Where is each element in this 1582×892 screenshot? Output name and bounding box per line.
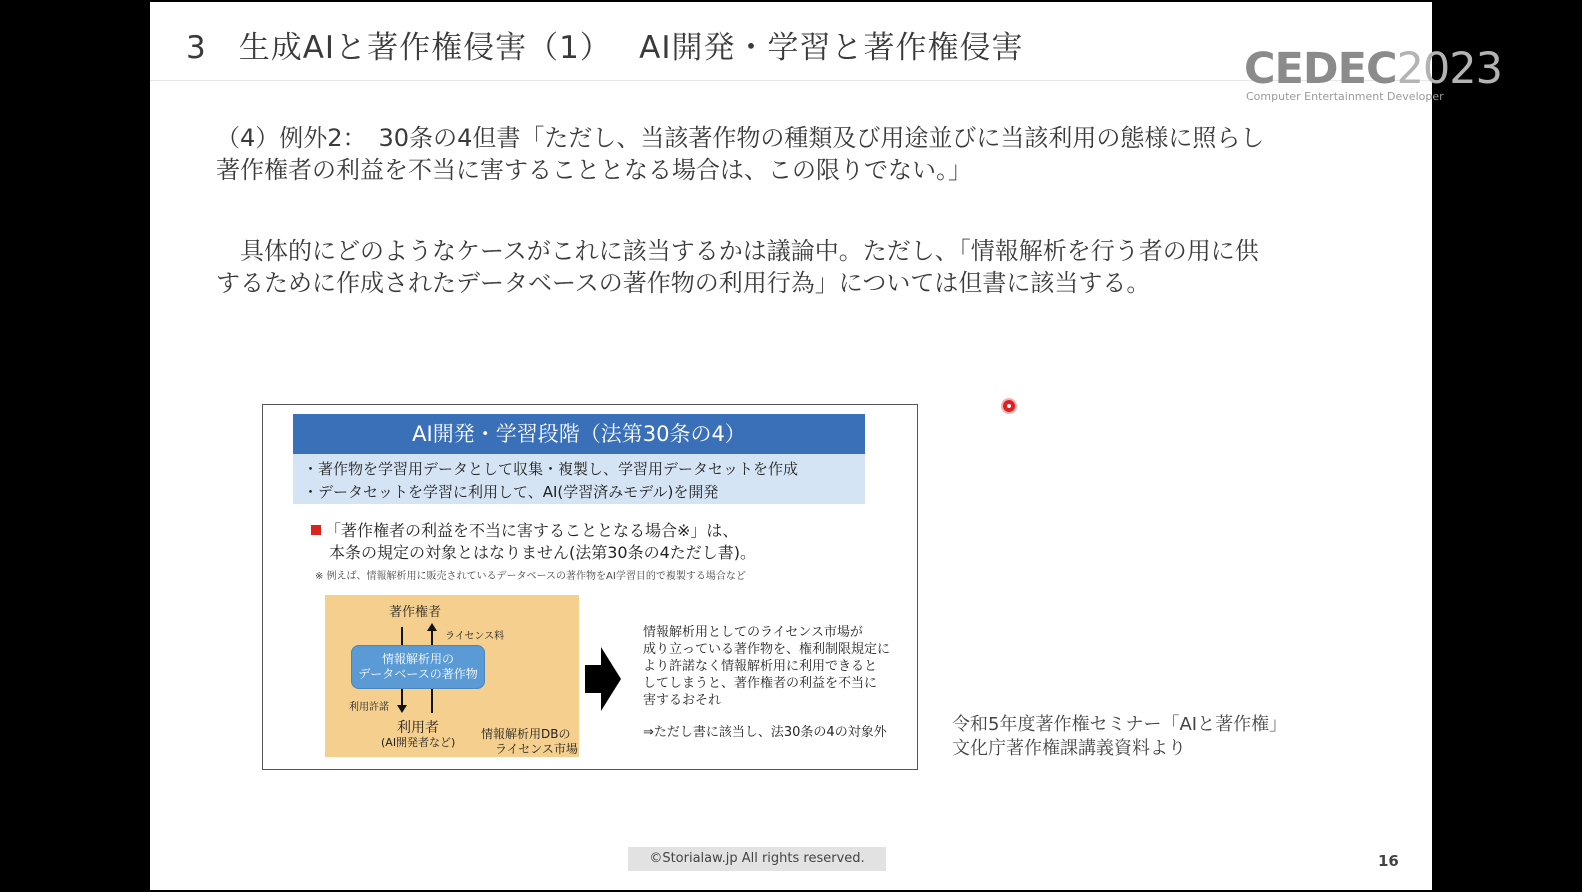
figure-note-line: 「著作権者の利益を不当に害することとなる場合※」は、 [325,521,739,540]
paragraph-line: 著作権者の利益を不当に害することとなる場合は、この限りでない。」 [216,156,972,184]
copyright-footer: ©Storialaw.jp All rights reserved. [628,847,886,871]
source-citation-line: 文化庁著作権課講義資料より [952,738,1186,759]
slide [150,2,1502,890]
explanation-line: より許諾なく情報解析用に利用できると [643,659,878,674]
figure-bullet: ・著作物を学習用データとして収集・複製し、学習用データセットを作成 [303,460,799,478]
figure-footnote: ※ 例えば、情報解析用に販売されているデータベースの著作物をAI学習目的で複製する場合など [315,571,746,582]
paragraph-discussion [216,235,1259,299]
laser-pointer-center [1007,404,1011,408]
source-citation-line: 令和5年度著作権セミナー「AIと著作権」 [952,714,1288,735]
logo-year: 2023 [1396,44,1502,94]
laser-pointer-icon [1003,400,1015,412]
logo-subtitle: Computer Entertainment Developer [1246,90,1444,103]
ai-development-figure [262,404,918,770]
conclusion-line: ⇒ただし書に該当し、法30条の4の対象外 [643,725,887,740]
explanation-line: 情報解析用としてのライセンス市場が [643,625,863,640]
right-arrow-icon [585,647,621,711]
explanation-line: してしまうと、著作権者の利益を不当に [643,676,878,691]
paragraph-line: するために作成されたデータベースの著作物の利用行為」については但書に該当する。 [216,269,1151,297]
slide-title: 3 生成AIと著作権侵害（1） AI開発・学習と著作権侵害 [186,30,1024,66]
license-permission-label: 利用許諾 [349,702,389,713]
logo-word: CEDEC [1244,44,1397,94]
figure-bullet-list [293,454,865,504]
db-box-line: 情報解析用の [381,652,454,666]
figure-note-line: 本条の規定の対象とはなりません(法第30条の4ただし書)。 [329,543,757,562]
copyright-holder-label: 著作権者 [389,605,442,620]
paragraph-line: （4）例外2： 30条の4但書「ただし、当該著作物の種類及び用途並びに当該利用の態様に照らし [216,124,1265,152]
paragraph-line: 具体的にどのようなケースがこれに該当するかは議論中。ただし、「情報解析を行う者の用に供 [216,237,1259,265]
explanation-line: 害するおそれ [643,693,722,708]
up-arrow-line [431,689,433,713]
cedec-logo [1244,44,1502,104]
title-divider [150,80,1432,81]
license-fee-label: ライセンス料 [445,631,505,642]
logo-wordmark [1244,44,1502,94]
figure-header: AI開発・学習段階（法第30条の4） [293,414,865,454]
paragraph-exception-2 [216,122,1264,186]
license-market-diagram [325,595,579,757]
page-number: 16 [1378,852,1399,870]
down-arrow-icon [397,705,407,713]
db-box-line: データベースの著作物 [358,667,478,681]
market-label-line: ライセンス市場 [495,742,578,756]
explanation-line: 成り立っている著作物を、権利制限規定に [643,642,891,657]
user-sub-label: (AI開発者など) [381,736,456,749]
database-work-box [351,645,485,689]
down-arrow-line [401,627,403,645]
up-arrow-icon [427,623,437,631]
market-label-line: 情報解析用DBの [481,727,571,741]
figure-bullet: ・データセットを学習に利用して、AI(学習済みモデル)を開発 [303,483,719,501]
red-square-marker-icon [311,525,321,535]
user-label: 利用者 [397,720,439,736]
